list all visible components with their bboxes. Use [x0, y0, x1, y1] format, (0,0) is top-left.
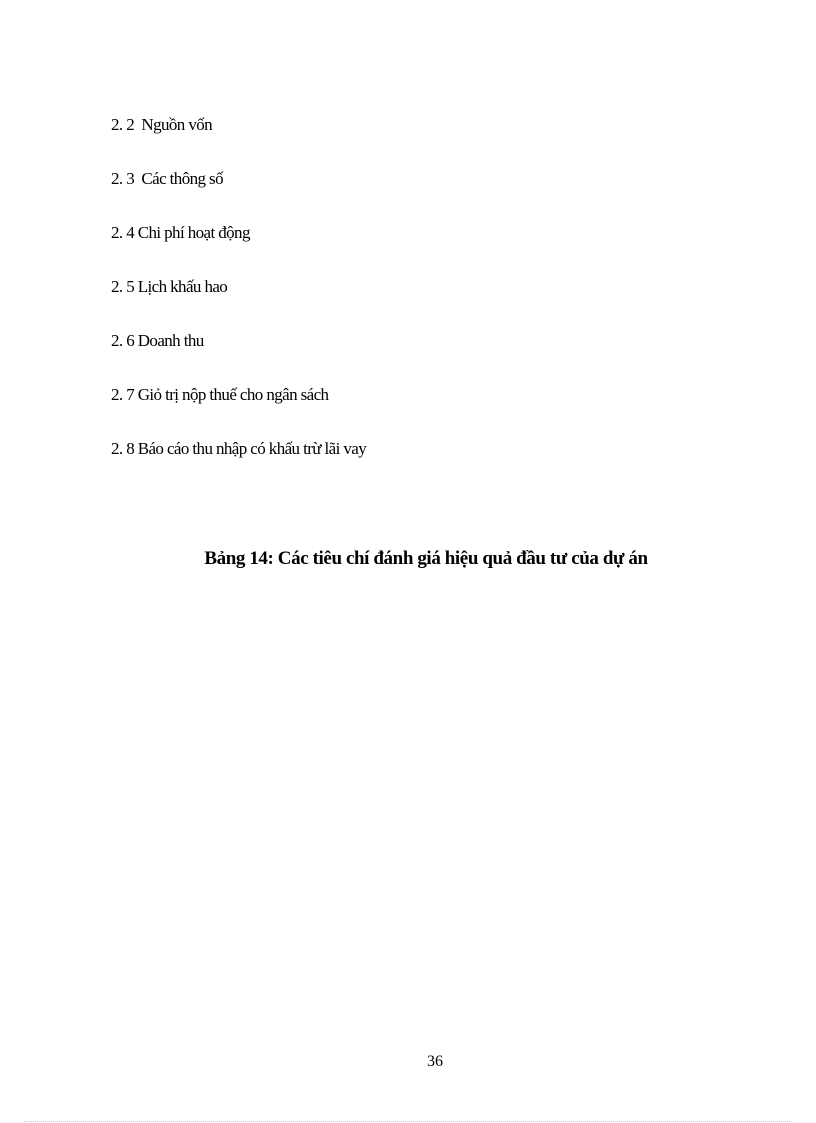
page-bottom-divider [24, 1121, 792, 1122]
list-item: 2. 4 Chi phí hoạt động [111, 223, 250, 242]
list-item: 2. 5 Lịch khấu hao [111, 277, 228, 296]
section-list [111, 114, 366, 492]
list-item: 2. 6 Doanh thu [111, 331, 204, 350]
list-item: 2. 2 Nguồn vốn [111, 115, 213, 134]
list-item: 2. 7 Giỏ trị nộp thuế cho ngân sách [111, 385, 329, 404]
table-title: Bảng 14: Các tiêu chí đánh giá hiệu quả đầu tư của dự án [204, 548, 648, 569]
list-item: 2. 3 Các thông số [111, 169, 223, 188]
list-item: 2. 8 Báo cáo thu nhập có khấu trừ lãi vay [111, 439, 367, 458]
page-number: 36 [427, 1053, 443, 1070]
